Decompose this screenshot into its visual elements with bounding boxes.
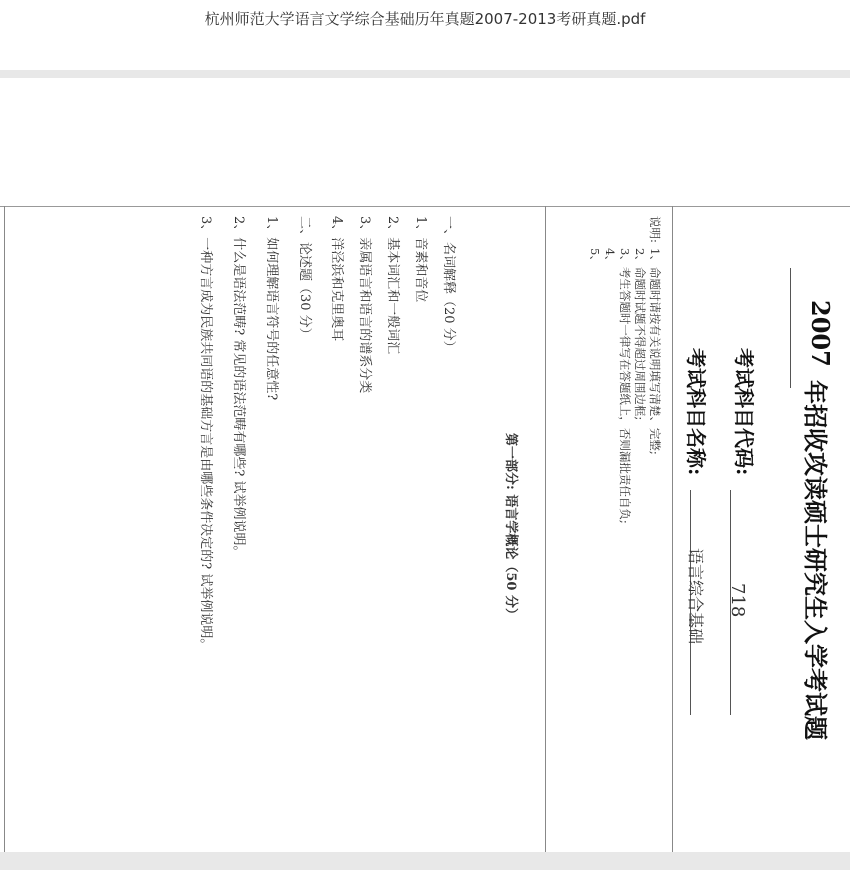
question-item: 1、如何理解语言符号的任意性?: [264, 216, 279, 401]
page-top-border: [0, 206, 850, 207]
subject-name-label: 考试科目名称:: [684, 348, 708, 476]
question-item: 2、什么是语法范畴? 常见的语法范畴有哪些? 试举例说明。: [231, 216, 246, 559]
note-item: 1、命题时请按有关说明填写清楚、完整;: [648, 248, 662, 455]
part-title: 第一部分: 语言学概论（50 分）: [503, 433, 518, 621]
note-item: 2、命题时试题不得超过周围边框;: [633, 248, 647, 421]
frame-line-divider: [545, 206, 546, 852]
subject-name-value: 语言综合基础: [686, 548, 705, 645]
page-separator-top: [0, 70, 850, 78]
year-underline: [790, 268, 791, 388]
notes-heading: 说明:: [648, 216, 662, 243]
pdf-page[interactable]: [0, 78, 850, 852]
frame-line-left: [4, 206, 5, 852]
question-item: 4、洋泾浜和克里奥耳: [329, 216, 344, 342]
viewer-toolbar: [0, 0, 850, 70]
section-heading: 一、名词解释（20 分）: [441, 216, 456, 354]
note-item: 4、: [603, 248, 617, 267]
note-item: 3、考生答题时一律写在答题纸上，否则漏批责任自负;: [618, 248, 632, 524]
exam-title: 年招收攻读硕士研究生入学考试题: [801, 380, 830, 740]
subject-code-label: 考试科目代码:: [732, 348, 756, 476]
subject-code-value: 718: [727, 583, 748, 618]
page-separator-bottom: [0, 852, 850, 870]
question-item: 2、基本词汇和一般词汇: [385, 216, 400, 355]
frame-line-right: [672, 206, 673, 852]
question-item: 1、音素和音位: [413, 216, 428, 303]
exam-year: 2007: [806, 300, 835, 367]
question-item: 3、亲属语言和语言的谱系分类: [357, 216, 372, 394]
note-item: 5、: [588, 248, 602, 267]
section-heading: 二、论述题（30 分）: [297, 216, 312, 341]
document-filename: 杭州师范大学语言文学综合基础历年真题2007-2013考研真题.pdf: [204, 10, 646, 28]
question-item: 3、一种方言成为民族共同语的基础方言是由哪些条件决定的? 试举例说明。: [198, 216, 213, 652]
